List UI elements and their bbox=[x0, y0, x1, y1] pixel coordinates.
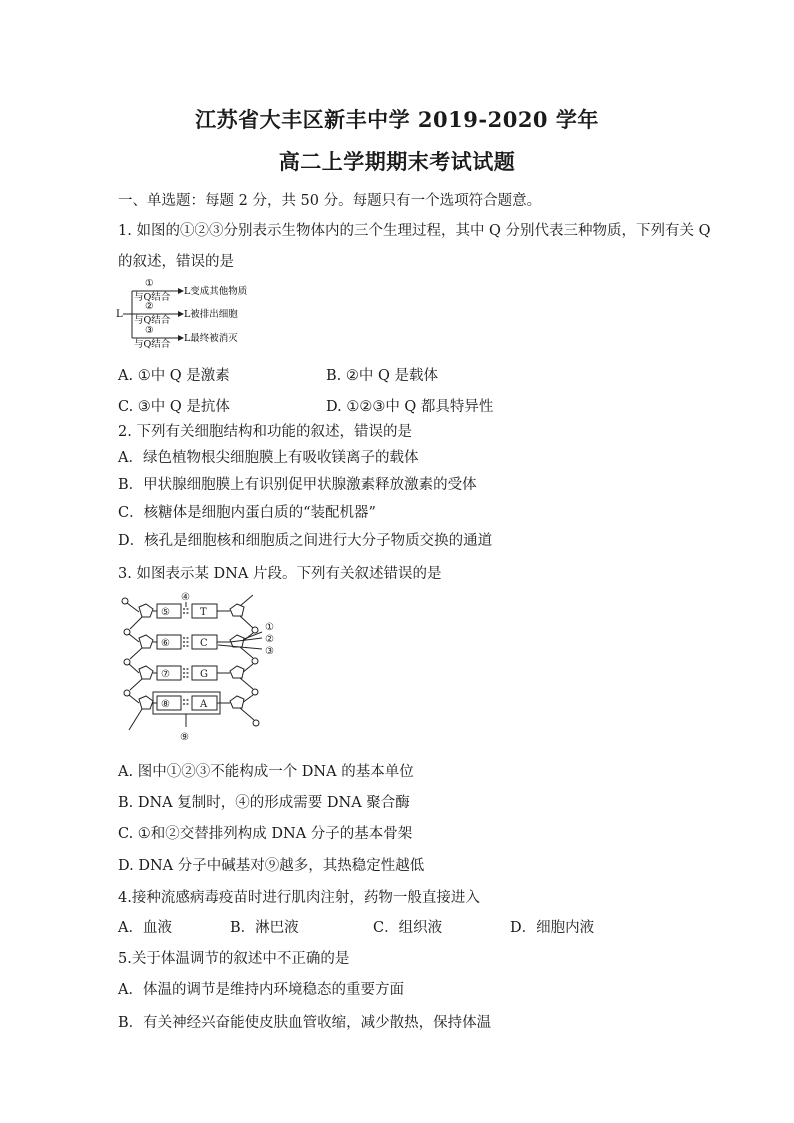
q1-stem-line2: 的叙述，错误的是 bbox=[118, 254, 234, 270]
q1-option-a: A. ①中 Q 是激素 bbox=[118, 368, 230, 384]
q4-option-b: B．淋巴液 bbox=[230, 920, 299, 936]
q4-option-a: A．血液 bbox=[118, 920, 172, 936]
q1-fig-out-1: L变成其他物质 bbox=[184, 286, 248, 297]
q2-option-b: B．甲状腺细胞膜上有识别促甲状腺激素释放激素的受体 bbox=[118, 477, 477, 493]
q3-base-g: G bbox=[200, 669, 208, 680]
q3-label-8: ⑧ bbox=[161, 699, 170, 710]
q5-stem: 5.关于体温调节的叙述中不正确的是 bbox=[118, 951, 350, 967]
q1-fig-combine-2: 与Q结合 bbox=[134, 315, 171, 326]
q3-label-1: ① bbox=[265, 622, 274, 633]
q1-fig-out-2: L被排出细胞 bbox=[184, 309, 238, 320]
q3-dna-figure bbox=[112, 590, 292, 748]
q2-option-d: D．核孔是细胞核和细胞质之间进行大分子物质交换的通道 bbox=[118, 533, 493, 549]
q3-option-c: C. ①和②交替排列构成 DNA 分子的基本骨架 bbox=[118, 826, 413, 842]
q3-label-4: ④ bbox=[181, 592, 190, 603]
q2-option-a: A．绿色植物根尖细胞膜上有吸收镁离子的载体 bbox=[118, 450, 419, 466]
q3-label-9: ⑨ bbox=[180, 732, 189, 743]
q1-option-c: C. ③中 Q 是抗体 bbox=[118, 399, 230, 415]
q1-fig-combine-3: 与Q结合 bbox=[134, 339, 171, 350]
q3-option-d: D. DNA 分子中碱基对⑨越多，其热稳定性越低 bbox=[118, 858, 425, 874]
q1-fig-L: L bbox=[116, 309, 123, 320]
q3-label-2: ② bbox=[265, 634, 274, 645]
q4-option-d: D．细胞内液 bbox=[510, 920, 595, 936]
q3-option-a: A. 图中①②③不能构成一个 DNA 的基本单位 bbox=[118, 764, 414, 780]
q1-stem-line1: 1. 如图的①②③分别表示生物体内的三个生理过程，其中 Q 分别代表三种物质，下列有关 Q bbox=[118, 223, 711, 239]
q3-base-t: T bbox=[200, 607, 207, 618]
q3-base-a: A bbox=[200, 699, 208, 710]
q4-stem: 4.接种流感病毒疫苗时进行肌肉注射，药物一般直接进入 bbox=[118, 890, 480, 906]
section-heading: 一、单选题：每题 2 分，共 50 分。每题只有一个选项符合题意。 bbox=[118, 193, 542, 209]
q3-option-b: B. DNA 复制时，④的形成需要 DNA 聚合酶 bbox=[118, 795, 410, 811]
q1-figure bbox=[112, 276, 272, 352]
q3-label-3: ③ bbox=[265, 646, 274, 657]
title-line-1: 江苏省大丰区新丰中学 2019-2020 学年 bbox=[195, 107, 599, 132]
q1-fig-circle-3: ③ bbox=[145, 325, 154, 336]
title-line-2: 高二上学期期末考试试题 bbox=[278, 149, 516, 174]
q1-fig-out-3: L最终被消灭 bbox=[184, 333, 238, 344]
q3-label-5: ⑤ bbox=[161, 607, 170, 618]
q3-label-6: ⑥ bbox=[161, 638, 170, 649]
q1-fig-circle-1: ① bbox=[145, 278, 154, 289]
q1-option-b: B. ②中 Q 是载体 bbox=[326, 368, 438, 384]
q5-option-a: A．体温的调节是维持内环境稳态的重要方面 bbox=[118, 982, 404, 998]
q1-fig-circle-2: ② bbox=[145, 301, 154, 312]
q3-stem: 3. 如图表示某 DNA 片段。下列有关叙述错误的是 bbox=[118, 566, 442, 582]
q1-fig-combine-1: 与Q结合 bbox=[134, 292, 171, 303]
q2-option-c: C．核糖体是细胞内蛋白质的“装配机器” bbox=[118, 505, 376, 521]
q3-base-c: C bbox=[200, 638, 208, 649]
q3-label-7: ⑦ bbox=[161, 669, 170, 680]
q1-option-d: D. ①②③中 Q 都具特异性 bbox=[326, 399, 494, 415]
q2-stem: 2. 下列有关细胞结构和功能的叙述，错误的是 bbox=[118, 424, 412, 440]
q5-option-b: B．有关神经兴奋能使皮肤血管收缩，减少散热，保持体温 bbox=[118, 1015, 492, 1031]
q4-option-c: C．组织液 bbox=[373, 920, 443, 936]
